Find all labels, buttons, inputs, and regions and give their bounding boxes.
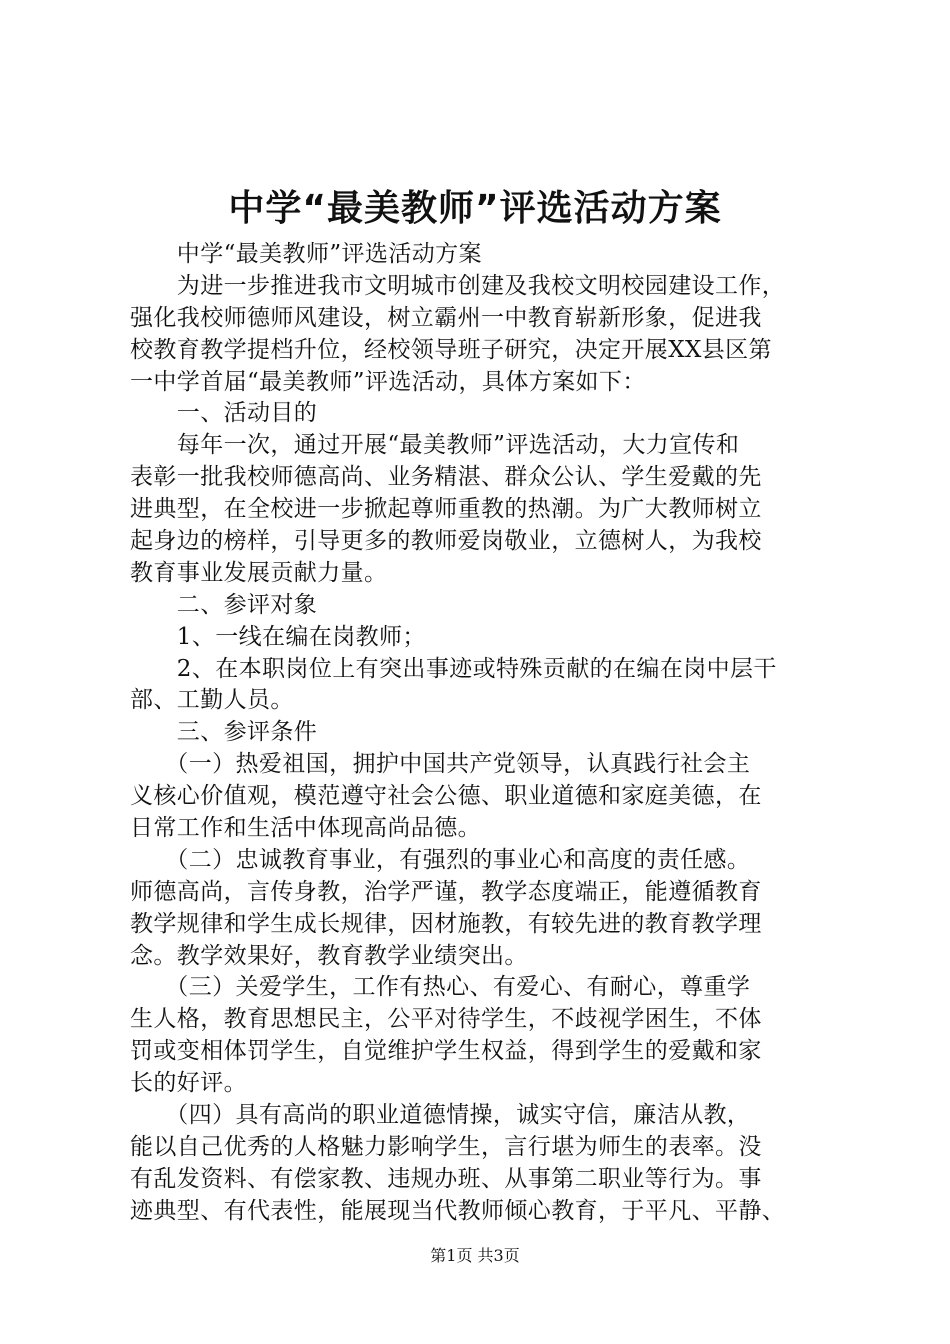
body-line: （三）关爱学生，工作有热心、有爱心、有耐心，尊重学: [130, 974, 751, 1001]
body-line: 日常工作和生活中体现高尚品德。: [130, 815, 481, 842]
body-line: 每年一次，通过开展“最美教师”评选活动，大力宣传和: [130, 432, 740, 459]
body-line: 能以自己优秀的人格魅力影响学生，言行堪为师生的表率。没: [130, 1133, 762, 1160]
body-line: 一、活动目的: [130, 400, 318, 427]
body-line: 2、在本职岗位上有突出事迹或特殊贡献的在编在岗中层干: [130, 655, 777, 682]
body-line: 教学规律和学生成长规律，因材施教，有较先进的教育教学理: [130, 910, 762, 937]
body-line: 二、参评对象: [130, 591, 318, 618]
body-line: 强化我校师德师风建设，树立霸州一中教育崭新形象，促进我: [130, 304, 762, 331]
body-line: 义核心价值观，模范遵守社会公德、职业道德和家庭美德，在: [130, 783, 762, 810]
body-line: 罚或变相体罚学生，自觉维护学生权益，得到学生的爱戴和家: [130, 1038, 762, 1065]
body-line: 为进一步推进我市文明城市创建及我校文明校园建设工作，: [130, 272, 786, 299]
body-line: （四）具有高尚的职业道德情操，诚实守信，廉洁从教，: [130, 1102, 751, 1129]
body-line: 中学“最美教师”评选活动方案: [130, 241, 482, 267]
body-line: 长的好评。: [130, 1070, 247, 1097]
body-line: 生人格，教育思想民主，公平对待学生，不歧视学困生，不体: [130, 1006, 762, 1033]
body-line: 部、工勤人员。: [130, 687, 294, 714]
body-line: 1、一线在编在岗教师；: [130, 623, 426, 650]
body-line: 教育事业发展贡献力量。: [130, 559, 388, 586]
body-line: 进典型，在全校进一步掀起尊师重教的热潮。为广大教师树立: [130, 496, 762, 523]
body-line: 迹典型、有代表性，能展现当代教师倾心教育，于平凡、平静、: [130, 1197, 786, 1224]
document-body: [130, 239, 830, 1228]
body-line: 校教育教学提档升位，经校领导班子研究，决定开展XX县区第: [130, 336, 772, 363]
body-line: （一）热爱祖国，拥护中国共产党领导，认真践行社会主: [130, 751, 751, 778]
body-line: 念。教学效果好，教育教学业绩突出。: [130, 942, 528, 969]
body-line: 起身边的榜样，引导更多的教师爱岗敬业，立德树人，为我校: [130, 528, 762, 555]
body-line: 有乱发资料、有偿家教、违规办班、从事第二职业等行为。事: [130, 1165, 762, 1192]
page-footer: 第1页 共3页: [430, 1246, 520, 1265]
body-line: （二）忠诚教育事业，有强烈的事业心和高度的责任感。: [130, 846, 751, 873]
document-title: 中学“最美教师”评选活动方案: [228, 188, 722, 229]
body-line: 三、参评条件: [130, 719, 318, 746]
body-line: 表彰一批我校师德高尚、业务精湛、群众公认、学生爱戴的先: [130, 464, 762, 491]
body-line: 一中学首届“最美教师”评选活动，具体方案如下：: [130, 368, 646, 395]
body-line: 师德高尚，言传身教，治学严谨，教学态度端正，能遵循教育: [130, 878, 762, 905]
